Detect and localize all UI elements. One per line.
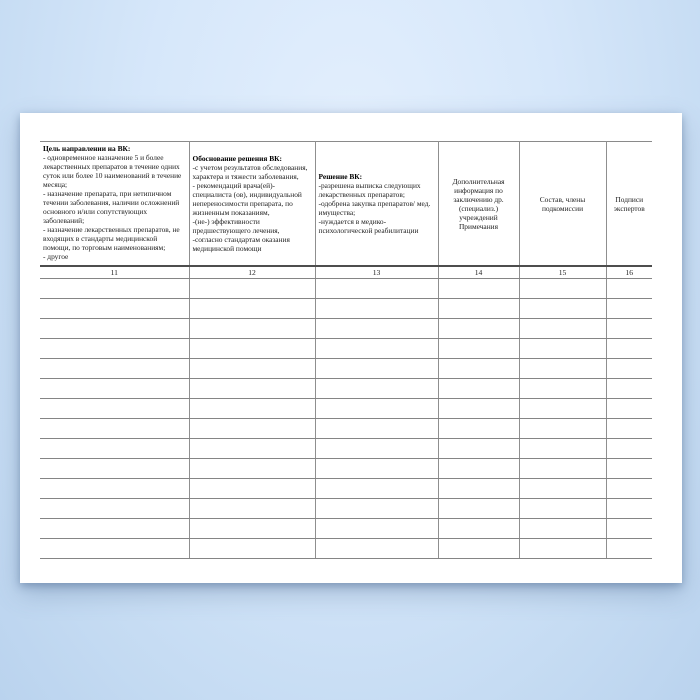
- decision-rationale-item: -согласно стандартам оказания медицинской помощи: [192, 235, 290, 253]
- empty-cell: [438, 319, 519, 339]
- empty-cell: [315, 279, 438, 299]
- empty-cell: [438, 519, 519, 539]
- empty-cell: [438, 379, 519, 399]
- empty-cell: [189, 439, 315, 459]
- table-empty-row: [40, 499, 652, 519]
- empty-cell: [606, 399, 652, 419]
- empty-cell: [315, 359, 438, 379]
- table-empty-row: [40, 539, 652, 559]
- empty-cell: [519, 319, 606, 339]
- empty-cell: [189, 499, 315, 519]
- table-empty-row: [40, 299, 652, 319]
- empty-cell: [40, 399, 189, 419]
- empty-cell: [40, 439, 189, 459]
- decision-rationale-title: Обоснование решения ВК:: [192, 154, 282, 163]
- commission-decision-title: Решение ВК:: [318, 172, 363, 181]
- empty-cell: [315, 419, 438, 439]
- header-row: [40, 142, 652, 267]
- commission-decision-item: -нуждается в медико-психологической реабилитации: [318, 217, 419, 235]
- referral-purpose-item: - другое: [43, 252, 69, 261]
- empty-cell: [40, 279, 189, 299]
- empty-cell: [189, 479, 315, 499]
- empty-cell: [40, 379, 189, 399]
- empty-cell: [519, 519, 606, 539]
- empty-cell: [189, 319, 315, 339]
- empty-cell: [40, 499, 189, 519]
- empty-cell: [189, 399, 315, 419]
- empty-cell: [606, 539, 652, 559]
- empty-cell: [606, 419, 652, 439]
- empty-cell: [189, 419, 315, 439]
- additional-info-note: Примечания: [458, 221, 499, 231]
- empty-cell: [519, 279, 606, 299]
- empty-cell: [606, 359, 652, 379]
- empty-cell: [189, 279, 315, 299]
- empty-cell: [519, 479, 606, 499]
- column-number-cell: 13: [315, 266, 438, 279]
- empty-cell: [606, 299, 652, 319]
- table-empty-row: [40, 399, 652, 419]
- empty-cell: [606, 519, 652, 539]
- decision-rationale-item: -с учетом результатов обследования, характера и тяжести заболевания,: [192, 163, 308, 181]
- table-empty-rows: [40, 279, 652, 559]
- header-cell-additional-info: [438, 142, 519, 267]
- expert-signatures-text: Подписи экспертов: [613, 194, 645, 213]
- empty-cell: [40, 519, 189, 539]
- empty-cell: [40, 339, 189, 359]
- empty-cell: [606, 339, 652, 359]
- empty-cell: [606, 479, 652, 499]
- column-number-row: [40, 266, 652, 279]
- column-number-cell: 12: [189, 266, 315, 279]
- table-empty-row: [40, 439, 652, 459]
- empty-cell: [438, 339, 519, 359]
- empty-cell: [519, 499, 606, 519]
- empty-cell: [315, 319, 438, 339]
- empty-cell: [189, 339, 315, 359]
- referral-purpose-item: - назначение лекарственных препаратов, не входящих в стандарты медицинской помощи, по торговым наименованиям;: [43, 225, 180, 252]
- header-cell-subcommission-members: [519, 142, 606, 267]
- empty-cell: [438, 399, 519, 419]
- empty-cell: [189, 379, 315, 399]
- empty-cell: [438, 359, 519, 379]
- empty-cell: [189, 299, 315, 319]
- empty-cell: [519, 419, 606, 439]
- empty-cell: [40, 539, 189, 559]
- empty-cell: [519, 359, 606, 379]
- column-number-cell: 11: [40, 266, 189, 279]
- subcommission-members-text: Состав, члены подкомиссии: [539, 194, 586, 213]
- column-number-cell: 16: [606, 266, 652, 279]
- empty-cell: [315, 379, 438, 399]
- empty-cell: [315, 299, 438, 319]
- table-header-section: [40, 142, 652, 279]
- table-empty-row: [40, 519, 652, 539]
- empty-cell: [315, 399, 438, 419]
- empty-cell: [606, 499, 652, 519]
- empty-cell: [606, 459, 652, 479]
- decision-rationale-item: - рекомендаций врача(ей)-специалиста (ов), индивидуальной непереносимости препарата, по жизненным показаниям,: [192, 181, 302, 217]
- empty-cell: [519, 539, 606, 559]
- column-number-cell: 14: [438, 266, 519, 279]
- empty-cell: [315, 539, 438, 559]
- table-empty-row: [40, 339, 652, 359]
- empty-cell: [606, 319, 652, 339]
- empty-cell: [438, 419, 519, 439]
- empty-cell: [438, 499, 519, 519]
- empty-cell: [315, 519, 438, 539]
- header-cell-commission-decision: [315, 142, 438, 267]
- decision-rationale-item: -(не-) эффективности предшествующего лечения,: [192, 217, 280, 235]
- commission-decision-item: -одобрена закупка препаратов/ мед. имущества;: [318, 199, 431, 217]
- empty-cell: [189, 459, 315, 479]
- table-empty-row: [40, 319, 652, 339]
- empty-cell: [315, 459, 438, 479]
- table-empty-row: [40, 279, 652, 299]
- empty-cell: [606, 439, 652, 459]
- empty-cell: [315, 339, 438, 359]
- empty-cell: [40, 319, 189, 339]
- empty-cell: [40, 359, 189, 379]
- empty-cell: [519, 379, 606, 399]
- document-page: [20, 113, 682, 583]
- header-cell-expert-signatures: [606, 142, 652, 267]
- commission-decision-item: -разрешена выписка следующих лекарственных препаратов;: [318, 181, 421, 199]
- empty-cell: [189, 519, 315, 539]
- header-cell-referral-purpose: [40, 142, 189, 267]
- empty-cell: [519, 399, 606, 419]
- empty-cell: [315, 479, 438, 499]
- empty-cell: [438, 439, 519, 459]
- empty-cell: [519, 459, 606, 479]
- referral-purpose-item: - назначение препарата, при нетипичном течении заболевания, наличии осложнений основного и/или сопутствующих заболеваний;: [43, 189, 180, 225]
- empty-cell: [438, 539, 519, 559]
- column-number-cell: 15: [519, 266, 606, 279]
- referral-purpose-item: - одновременное назначение 5 и более лекарственных препаратов в течение одних суток или более 10 наименований в течение месяца;: [43, 153, 182, 189]
- empty-cell: [438, 279, 519, 299]
- empty-cell: [519, 439, 606, 459]
- empty-cell: [189, 539, 315, 559]
- referral-purpose-title: Цель направлении на ВК:: [43, 144, 131, 153]
- empty-cell: [438, 299, 519, 319]
- empty-cell: [40, 419, 189, 439]
- table-empty-row: [40, 459, 652, 479]
- empty-cell: [40, 459, 189, 479]
- table-empty-row: [40, 379, 652, 399]
- additional-info-text: Дополнительная информация по заключению др.(специализ.) учреждений: [452, 176, 505, 222]
- empty-cell: [438, 479, 519, 499]
- table-empty-row: [40, 419, 652, 439]
- header-cell-decision-rationale: [189, 142, 315, 267]
- empty-cell: [606, 279, 652, 299]
- empty-cell: [519, 299, 606, 319]
- empty-cell: [438, 459, 519, 479]
- empty-cell: [189, 359, 315, 379]
- empty-cell: [315, 439, 438, 459]
- medical-commission-table: [40, 141, 652, 559]
- empty-cell: [40, 299, 189, 319]
- table-empty-row: [40, 479, 652, 499]
- table-empty-row: [40, 359, 652, 379]
- empty-cell: [519, 339, 606, 359]
- empty-cell: [40, 479, 189, 499]
- empty-cell: [606, 379, 652, 399]
- empty-cell: [315, 499, 438, 519]
